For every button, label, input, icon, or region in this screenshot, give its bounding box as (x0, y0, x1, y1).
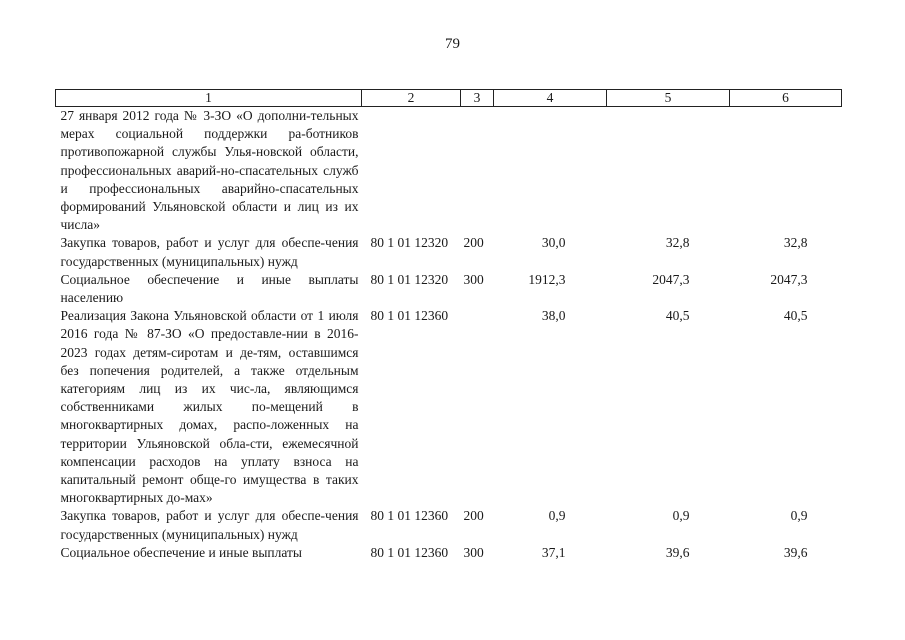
row-target-code: 80 1 01 12360 (370, 308, 449, 324)
row-value-col6 (730, 107, 842, 235)
row-expense-type: 300 (463, 544, 484, 560)
row-target-code: 80 1 01 12360 (370, 544, 449, 560)
column-header: 5 (607, 90, 730, 107)
row-expense-type (461, 107, 494, 235)
column-header: 6 (730, 90, 842, 107)
row-value-col5: 40,5 (665, 308, 690, 324)
row-value-col6: 32,8 (783, 235, 808, 251)
row-description: 27 января 2012 года № 3-ЗО «О дополни-тельных мерах социальной поддержки ра-ботников противопожарной службы Улья-новской области, профессиональных аварий-но-спасательных служб и профессиональных аварийно-спасательных формирований Ульяновской области и лиц из их числа» (60, 108, 359, 233)
row-value-col4: 0,9 (548, 508, 566, 524)
row-expense-type: 200 (463, 508, 484, 524)
row-value-col5: 32,8 (665, 235, 690, 251)
row-expense-type: 200 (463, 235, 484, 251)
row-target-code: 80 1 01 12320 (370, 235, 449, 251)
row-target-code: 80 1 01 12360 (370, 508, 449, 524)
row-value-col4: 38,0 (541, 308, 566, 324)
table-row (56, 271, 842, 307)
table-row (56, 507, 842, 543)
row-value-col5: 2047,3 (652, 271, 690, 287)
row-value-col5: 0,9 (672, 508, 690, 524)
column-header: 3 (461, 90, 494, 107)
row-expense-type (461, 307, 494, 507)
row-description: Социальное обеспечение и иные выплаты (60, 544, 302, 560)
row-value-col4 (494, 107, 607, 235)
budget-table (55, 89, 842, 562)
table-row (56, 107, 842, 235)
row-value-col6: 39,6 (783, 544, 808, 560)
row-value-col6: 0,9 (790, 508, 808, 524)
row-value-col6: 2047,3 (770, 271, 808, 287)
row-value-col4: 30,0 (541, 235, 566, 251)
column-header: 2 (362, 90, 461, 107)
row-target-code (362, 107, 461, 235)
column-header: 1 (56, 90, 362, 107)
table-row (56, 234, 842, 270)
page-number: 79 (445, 36, 460, 52)
row-value-col4: 37,1 (541, 544, 566, 560)
row-description: Закупка товаров, работ и услуг для обеспе-чения государственных (муниципальных) нужд (60, 235, 359, 269)
row-value-col5 (607, 107, 730, 235)
row-description: Реализация Закона Ульяновской области от 1 июля 2016 года № 87-ЗО «О предоставле-нии в 2016-2023 годах детям-сиротам и де-тям, оставшимся без попечения родителей, а также отдельным категориям лиц из их чис-ла, являющимся собственниками жилых по-мещений в многоквартирных домах, распо-ложенных на территории Ульяновской обла-сти, ежемесячной компенсации расходов на уплату взноса на капитальный ремонт обще-го имущества в таких многоквартирных до-мах» (60, 308, 359, 506)
row-target-code: 80 1 01 12320 (370, 271, 449, 287)
table-row (56, 307, 842, 507)
row-value-col6: 40,5 (783, 308, 808, 324)
column-number-header-row (56, 90, 842, 107)
column-header: 4 (494, 90, 607, 107)
row-expense-type: 300 (463, 271, 484, 287)
row-value-col5: 39,6 (665, 544, 690, 560)
row-description: Социальное обеспечение и иные выплаты населению (60, 271, 359, 306)
row-description: Закупка товаров, работ и услуг для обеспе-чения государственных (муниципальных) нужд (60, 508, 359, 542)
table-row (56, 544, 842, 562)
row-value-col4: 1912,3 (528, 271, 566, 287)
